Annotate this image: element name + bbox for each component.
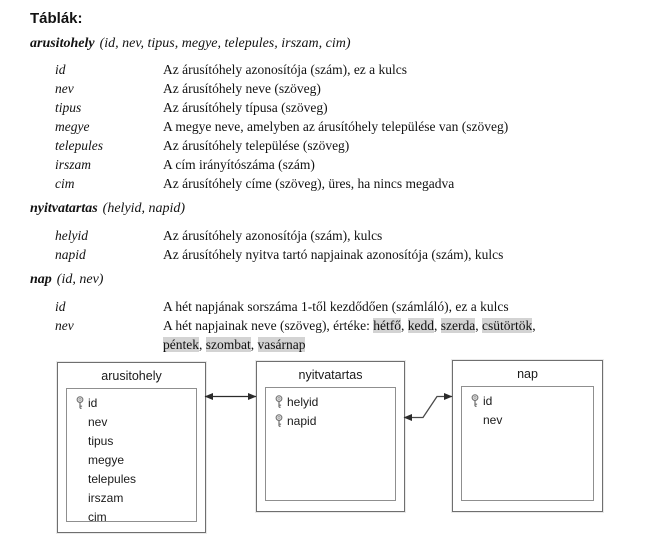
er-field-list <box>66 388 197 522</box>
field-description: Az árusítóhely települése (szöveg) <box>163 138 350 153</box>
field-row <box>55 245 503 264</box>
primary-key-icon <box>271 395 287 408</box>
field-name: id <box>55 62 66 77</box>
field-description: A cím irányítószáma (szám) <box>163 157 315 172</box>
field-description: A hét napjának sorszáma 1-től kezdődően (számláló), ez a kulcs <box>163 299 509 314</box>
er-field-row <box>271 392 395 411</box>
er-field-row <box>72 431 196 450</box>
day-highlight: péntek <box>163 337 199 352</box>
er-field-row <box>72 412 196 431</box>
field-description: Az árusítóhely azonosítója (szám), ez a kulcs <box>163 62 408 77</box>
er-field-name: id <box>483 393 493 408</box>
day-highlight: szerda <box>440 318 476 333</box>
day-highlight: vasárnap <box>257 337 306 352</box>
field-row <box>55 79 508 98</box>
table-name: arusitohely <box>30 36 95 51</box>
er-field-list <box>461 386 594 501</box>
field-name: nev <box>55 318 74 333</box>
er-field-name: megye <box>88 452 125 467</box>
er-table-title: arusitohely <box>101 369 162 383</box>
field-name: telepules <box>55 138 103 153</box>
field-list-arusitohely <box>55 60 508 193</box>
er-field-row <box>467 410 593 429</box>
field-name: napid <box>55 247 86 262</box>
table-heading-arusitohely <box>30 36 350 52</box>
er-field-name: cim <box>88 509 107 524</box>
er-field-list <box>265 387 396 501</box>
field-name: helyid <box>55 228 88 243</box>
description-line-2: péntek, szombat, vasárnap <box>163 337 306 352</box>
er-field-row <box>72 488 196 507</box>
field-description: Az árusítóhely címe (szöveg), üres, ha nincs megadva <box>163 176 455 191</box>
day-highlight: csütörtök <box>482 318 533 333</box>
field-description: Az árusítóhely nyitva tartó napjainak azonosítója (szám), kulcs <box>163 247 504 262</box>
day-highlight: szombat <box>205 337 251 352</box>
field-name: tipus <box>55 100 82 115</box>
field-name: id <box>55 299 66 314</box>
field-row <box>55 226 503 245</box>
primary-key-icon <box>467 394 483 407</box>
er-field-row <box>72 507 196 526</box>
er-table-title: nap <box>517 367 538 381</box>
page-title: Táblák: <box>30 10 83 27</box>
table-signature: (id, nev, tipus, megye, telepules, irszam, cim) <box>99 36 351 51</box>
field-row <box>55 60 508 79</box>
field-list-nap <box>55 297 536 354</box>
er-field-row <box>271 411 395 430</box>
table-heading-nap <box>30 272 103 288</box>
er-table-nap <box>452 360 603 512</box>
er-field-name: helyid <box>287 394 319 409</box>
field-row <box>55 297 536 316</box>
er-field-name: nev <box>88 414 108 429</box>
er-field-row <box>72 469 196 488</box>
day-highlight: hétfő <box>373 318 402 333</box>
field-name: megye <box>55 119 90 134</box>
er-field-name: irszam <box>88 490 124 505</box>
table-name: nap <box>30 272 52 287</box>
primary-key-icon <box>72 396 88 409</box>
er-field-name: telepules <box>88 471 137 486</box>
er-field-row <box>72 450 196 469</box>
table-signature: (id, nev) <box>56 272 104 287</box>
er-field-name: tipus <box>88 433 114 448</box>
field-list-nyitvatartas <box>55 226 503 264</box>
field-name: irszam <box>55 157 92 172</box>
field-row <box>55 136 508 155</box>
field-row <box>55 174 508 193</box>
day-highlight: kedd <box>407 318 435 333</box>
field-row <box>55 316 536 354</box>
er-table-arusitohely <box>57 362 206 533</box>
er-table-nyitvatartas <box>256 361 405 512</box>
field-name: nev <box>55 81 74 96</box>
field-row <box>55 155 508 174</box>
relationship-line-arusitohely-nyitvatartas <box>205 393 257 400</box>
er-field-row <box>72 393 196 412</box>
relationship-line-nyitvatartas-nap <box>404 393 453 421</box>
table-heading-nyitvatartas <box>30 201 185 217</box>
field-description: Az árusítóhely típusa (szöveg) <box>163 100 328 115</box>
field-row <box>55 117 508 136</box>
er-field-name: nev <box>483 412 503 427</box>
field-row <box>55 98 508 117</box>
field-name: cim <box>55 176 75 191</box>
field-description: Az árusítóhely neve (szöveg) <box>163 81 321 96</box>
table-name: nyitvatartas <box>30 201 98 216</box>
primary-key-icon <box>271 414 287 427</box>
description-line-1: A hét napjainak neve (szöveg), értéke: hétfő, kedd, szerda, csütörtök, <box>163 318 536 333</box>
er-field-name: napid <box>287 413 317 428</box>
er-field-name: id <box>88 395 98 410</box>
field-description <box>163 316 536 354</box>
field-description: Az árusítóhely azonosítója (szám), kulcs <box>163 228 383 243</box>
field-description: A megye neve, amelyben az árusítóhely települése van (szöveg) <box>163 119 509 134</box>
er-field-row <box>467 391 593 410</box>
table-signature: (helyid, napid) <box>102 201 186 216</box>
er-table-title: nyitvatartas <box>298 368 363 382</box>
